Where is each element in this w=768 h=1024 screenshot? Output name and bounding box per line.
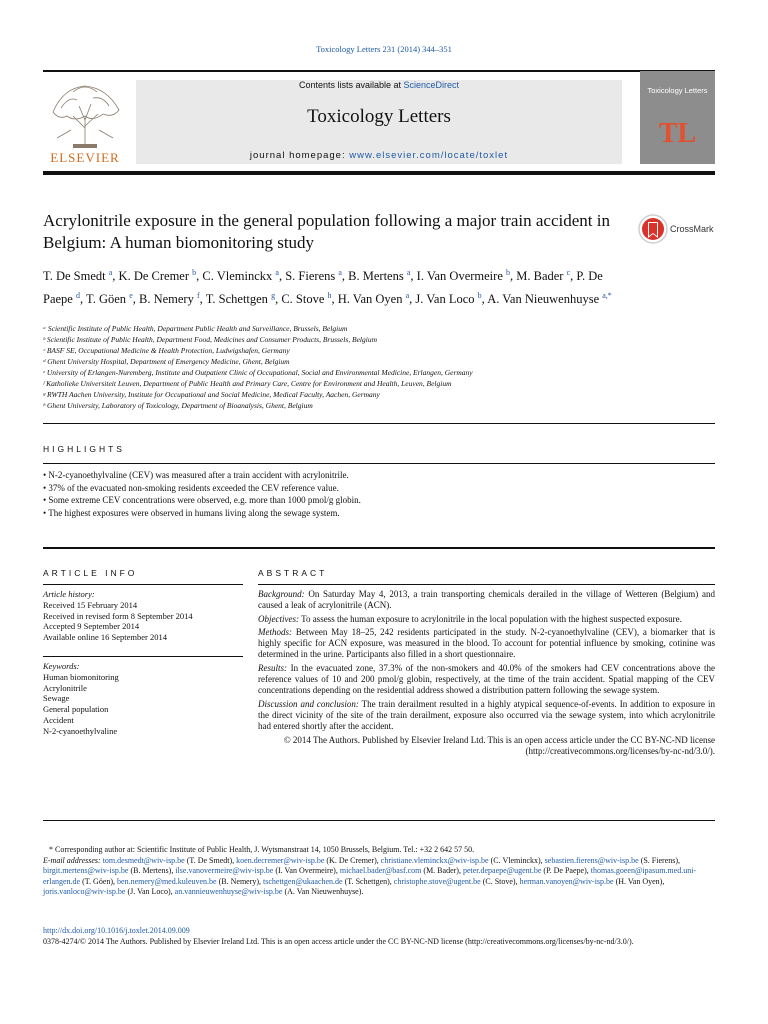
author-affiliation-mark[interactable]: b	[192, 268, 197, 277]
email-owner: (B. Nemery)	[218, 876, 260, 886]
author-affiliation-mark[interactable]: f	[196, 291, 200, 301]
abstract-section-text: Between May 18–25, 242 residents participated in the study. N-2-cyanoethylvaline (CEV), a biomarker that is highly specific for ACN exposure, was measured in the blood. To account for potential influence by smoking, cotinine was determined in the urine. Participants also filled in a short questionnaire.	[258, 627, 715, 660]
abstract-section	[258, 663, 715, 696]
email-owner: (S. Fierens)	[640, 855, 679, 865]
author-name: S. Fierens	[285, 269, 336, 284]
email-link[interactable]: joris.vanloco@wiv-isp.be	[43, 887, 126, 897]
journal-title: Toxicology Letters	[307, 106, 451, 127]
contents-prefix: Contents lists available at	[298, 80, 404, 90]
author-name: A. Van Nieuwenhuyse	[487, 292, 600, 307]
author-affiliation-mark[interactable]: b	[506, 268, 510, 277]
email-link[interactable]: birgit.mertens@wiv-isp.be	[43, 866, 129, 876]
email-owner: (H. Van Oyen)	[615, 876, 663, 886]
abstract-section-text: To assess the human exposure to acrylonitrile in the local population with the highest suspected exposure.	[298, 613, 682, 624]
email-link[interactable]: ben.nemery@med.kuleuven.be	[117, 876, 217, 886]
keyword-item: Accident	[43, 714, 74, 725]
affiliation-line: ʰ Ghent University, Laboratory of Toxicology, Department of Bioanalysis, Ghent, Belgium	[43, 401, 313, 410]
author-name: M. Bader	[516, 269, 564, 284]
highlight-item: • N-2-cyanoethylvaline (CEV) was measured after a train accident with acrylonitrile.	[43, 469, 715, 482]
highlights-list	[43, 469, 715, 519]
author-affiliation-mark[interactable]: h	[327, 291, 332, 301]
abstract-heading: ABSTRACT	[258, 568, 328, 578]
affiliation-line: ᶠ Katholieke Universiteit Leuven, Department of Public Health and Primary Care, Centre for Environment and Health, Leuven, Belgium	[43, 379, 452, 388]
abstract-body	[258, 589, 715, 759]
crossmark-label: CrossMark	[670, 224, 714, 234]
abstract-section-text: In the evacuated zone, 37.3% of the non-smokers and 40.0% of the smokers had CEV concentrations above the reference values of 10 and 200 pmol/g globin, respectively, at the time of the train accident. Spatial mapping of the CEV concentrations depending on the residential address showed a distribution pattern following the sewage system.	[258, 663, 715, 696]
keywords-label: Keywords:	[43, 660, 80, 671]
author-affiliation-mark[interactable]: a	[405, 291, 410, 301]
abstract-section	[258, 699, 715, 732]
email-link[interactable]: sebastien.fierens@wiv-isp.be	[544, 855, 639, 865]
author-name: T. Göen	[86, 292, 127, 307]
highlight-item: • The highest exposures were observed in humans living along the sewage system.	[43, 507, 715, 520]
header-thick-rule	[43, 171, 715, 175]
highlight-item: • 37% of the evacuated non-smoking residents exceeded the CEV reference value.	[43, 482, 715, 495]
divider	[43, 820, 715, 821]
keyword-item: Human biomonitoring	[43, 671, 119, 682]
abstract-section-text: The train derailment resulted in a highly atypical sequence-of-events. In addition to exposure in the direct vicinity of the site of the train derailment, exposure also occurred via the sewage system, into which acrylonitrile had entered shortly after the accident.	[258, 698, 715, 732]
email-addresses: E-mail addresses: tom.desmedt@wiv-isp.be (T. De Smedt), koen.decremer@wiv-isp.be (K. De Cremer), christiane.vleminckx@wiv-isp.be (C. Vleminckx), sebastien.fierens@wiv-isp.be (S. Fierens), birgit.mertens@wiv-isp.be (B. Mertens), ilse.vanovermeire@wiv-isp.be (I. Van Overmeire), michael.bader@basf.com (M. Bader), peter.depaepe@ugent.be (P. De Paepe), thomas.goeen@ipasum.med.uni-erlangen.de (T. Göen), ben.nemery@med.kuleuven.be (B. Nemery), tschettgen@ukaachen.de (T. Schettgen), christophe.stove@ugent.be (C. Stove), herman.vanoyen@wiv-isp.be (H. Van Oyen), joris.vanloco@wiv-isp.be (J. Van Loco), an.vannieuwenhuyse@wiv-isp.be (A. Van Nieuwenhuyse).	[43, 855, 697, 897]
author-name: T. De Smedt	[43, 269, 106, 284]
affiliation-line: ᵍ RWTH Aachen University, Institute for Occupational and Social Medicine, Medical Faculty, Aachen, Germany	[43, 390, 380, 399]
email-owner: (C. Stove)	[482, 876, 516, 886]
author-affiliation-mark[interactable]: a	[108, 268, 113, 277]
email-link[interactable]: ilse.vanovermeire@wiv-isp.be	[175, 866, 274, 876]
history-label: Article history:	[43, 589, 95, 599]
email-link[interactable]: christophe.stove@ugent.be	[393, 876, 481, 886]
email-owner: (M. Bader)	[423, 866, 459, 876]
email-link[interactable]: tschettgen@ukaachen.de	[263, 876, 343, 886]
abstract-section-label: Methods:	[258, 627, 292, 638]
email-link[interactable]: an.vannieuwenhuyse@wiv-isp.be	[174, 887, 283, 897]
divider	[43, 656, 243, 657]
abstract-section-label: Discussion and conclusion:	[258, 698, 359, 709]
affiliation-line: ᶜ BASF SE, Occupational Medicine & Health Protection, Ludwigshafen, Germany	[43, 346, 290, 355]
history-item: Received 15 February 2014	[43, 599, 138, 610]
author-name: T. Schettgen	[205, 292, 268, 307]
publisher-name: ELSEVIER	[50, 150, 120, 165]
author-name: B. Nemery	[139, 292, 194, 307]
abstract-license: © 2014 The Authors. Published by Elsevier Ireland Ltd. This is an open access article under the CC BY-NC-ND license (http://creativecommons.org/licenses/by-nc-nd/3.0/).	[283, 734, 715, 756]
highlights-heading: HIGHLIGHTS	[43, 444, 125, 454]
journal-homepage	[136, 150, 622, 161]
footnotes	[43, 845, 715, 898]
keyword-item: Sewage	[43, 693, 70, 704]
history-item: Available online 16 September 2014	[43, 632, 168, 643]
keyword-item: Acrylonitrile	[43, 682, 87, 693]
crossmark-badge[interactable]	[638, 212, 716, 248]
divider	[43, 423, 715, 424]
author-name: J. Van Loco	[415, 292, 475, 307]
doi-link[interactable]: http://dx.doi.org/10.1016/j.toxlet.2014.09.009	[43, 926, 190, 935]
email-link[interactable]: koen.decremer@wiv-isp.be	[236, 855, 325, 865]
author-affiliation-mark[interactable]: c	[566, 268, 571, 277]
history-item: Accepted 9 September 2014	[43, 621, 140, 632]
email-link[interactable]: tom.desmedt@wiv-isp.be	[102, 855, 185, 865]
article-title: Acrylonitrile exposure in the general population following a major train accident in Belgium: A human biomonitoring study	[43, 211, 610, 252]
email-owner: (T. Göen)	[82, 876, 114, 886]
article-info	[43, 589, 243, 737]
author-name: C. Stove	[281, 292, 325, 307]
header-rule	[43, 70, 715, 72]
abstract-section	[258, 614, 715, 625]
abstract-section	[258, 627, 715, 660]
doi-block	[43, 926, 715, 947]
cover-abbrev: TL	[658, 118, 697, 149]
email-label: E-mail addresses:	[43, 855, 101, 865]
affiliation-line: ᵈ Ghent University Hospital, Department of Emergency Medicine, Ghent, Belgium	[43, 357, 290, 366]
author-affiliation-mark[interactable]: g	[271, 291, 276, 301]
keyword-item: General population	[43, 704, 109, 715]
keyword-item: N-2-cyanoethylvaline	[43, 725, 118, 736]
email-link[interactable]: thomas.goeen@ipasum.med.uni-erlangen.de	[43, 866, 697, 886]
abstract-section	[258, 589, 715, 611]
history-item: Received in revised form 8 September 2014	[43, 610, 193, 621]
email-link[interactable]: peter.depaepe@ugent.be	[462, 866, 542, 876]
sciencedirect-link[interactable]: ScienceDirect	[403, 80, 460, 90]
email-owner: (B. Mertens)	[130, 866, 172, 876]
journal-reference[interactable]: Toxicology Letters 231 (2014) 344–351	[316, 44, 452, 54]
author-affiliation-mark[interactable]: a	[406, 268, 411, 277]
author-affiliation-mark[interactable]: a	[275, 268, 279, 277]
email-link[interactable]: michael.bader@basf.com	[339, 866, 422, 876]
email-owner: (P. De Paepe)	[543, 866, 587, 876]
crossmark-icon	[638, 212, 668, 246]
email-owner: (J. Van Loco)	[127, 887, 171, 897]
article-info-heading: ARTICLE INFO	[43, 568, 138, 578]
email-link[interactable]: herman.vanoyen@wiv-isp.be	[519, 876, 614, 886]
author-affiliation-mark[interactable]: b	[477, 291, 482, 301]
divider	[43, 547, 715, 549]
email-owner: (T. Schettgen)	[344, 876, 390, 886]
highlight-item: • Some extreme CEV concentrations were observed, e.g. more than 1000 pmol/g globin.	[43, 494, 715, 507]
abstract-section-label: Background:	[258, 589, 305, 599]
author-name: C. Vleminckx	[202, 269, 273, 284]
email-owner: (C. Vleminckx)	[490, 855, 541, 865]
contents-line	[136, 80, 622, 90]
affiliation-line: ᵇ Scientific Institute of Public Health, Department Food, Medicines and Consumer Products, Brussels, Belgium	[43, 335, 377, 344]
email-owner: (T. De Smedt)	[186, 855, 233, 865]
corresponding-author: * Corresponding author at: Scientific Institute of Public Health, J. Wytsmanstraat 14, 1050 Brussels, Belgium. Tel.: +32 2 642 57 50.	[49, 845, 475, 854]
cover-title: Toxicology Letters	[647, 86, 708, 95]
author-name: B. Mertens	[348, 269, 404, 284]
issn-license: 0378-4274/© 2014 The Authors. Published by Elsevier Ireland Ltd. This is an open access article under the CC BY-NC-ND license (http://creativecommons.org/licenses/by-nc-nd/3.0/).	[43, 936, 634, 946]
email-owner: (K. De Cremer)	[326, 855, 377, 865]
email-link[interactable]: christiane.vleminckx@wiv-isp.be	[380, 855, 489, 865]
author-name: I. Van Overmeire	[416, 269, 503, 284]
email-owner: (A. Van Nieuwenhuyse).	[284, 887, 364, 897]
divider	[43, 463, 715, 464]
homepage-prefix: journal homepage:	[249, 150, 350, 161]
author-affiliation-mark[interactable]: a,*	[602, 291, 612, 301]
abstract-section-text: On Saturday May 4, 2013, a train transporting chemicals derailed in the village of Wetteren (Belgium) and caused a leak of acrylonitrile (ACN).	[258, 589, 715, 611]
author-affiliation-mark[interactable]: d	[75, 291, 80, 301]
homepage-link[interactable]: www.elsevier.com/locate/toxlet	[349, 150, 509, 161]
divider	[43, 584, 243, 585]
author-name: H. Van Oyen	[337, 292, 403, 307]
divider	[258, 584, 715, 585]
affiliation-line: ᵃ Scientific Institute of Public Health, Department Public Health and Surveillance, Brussels, Belgium	[43, 324, 348, 333]
affiliation-line: ᵉ University of Erlangen-Nuremberg, Institute and Outpatient Clinic of Occupational, Social and Environmental Medicine, Erlangen, Germany	[43, 368, 473, 377]
abstract-section-label: Objectives:	[258, 613, 299, 624]
affiliations	[43, 323, 715, 411]
email-owner: (I. Van Overmeire)	[275, 866, 336, 876]
author-name: P. De Paepe	[43, 269, 603, 307]
author-affiliation-mark[interactable]: e	[129, 291, 133, 301]
author-affiliation-mark[interactable]: a	[338, 268, 342, 277]
abstract-section-label: Results:	[258, 663, 287, 674]
author-name: K. De Cremer	[118, 269, 190, 284]
author-list: T. De Smedt $^a$, K. De Cremer $^b$, C. Vleminckx $^a$, S. Fierens $^a$, B. Mertens $^a$, I. Van Overmeire $^b$, M. Bader $^c$, P. De Paepe $^d$, T. Göen $^e$, B. Nemery $^f$, T. Schettgen $^g$, C. Stove $^h$, H. Van Oyen $^a$, J. Van Loco $^b$, A. Van Nieuwenhuyse $^{a,*}$	[43, 268, 612, 307]
